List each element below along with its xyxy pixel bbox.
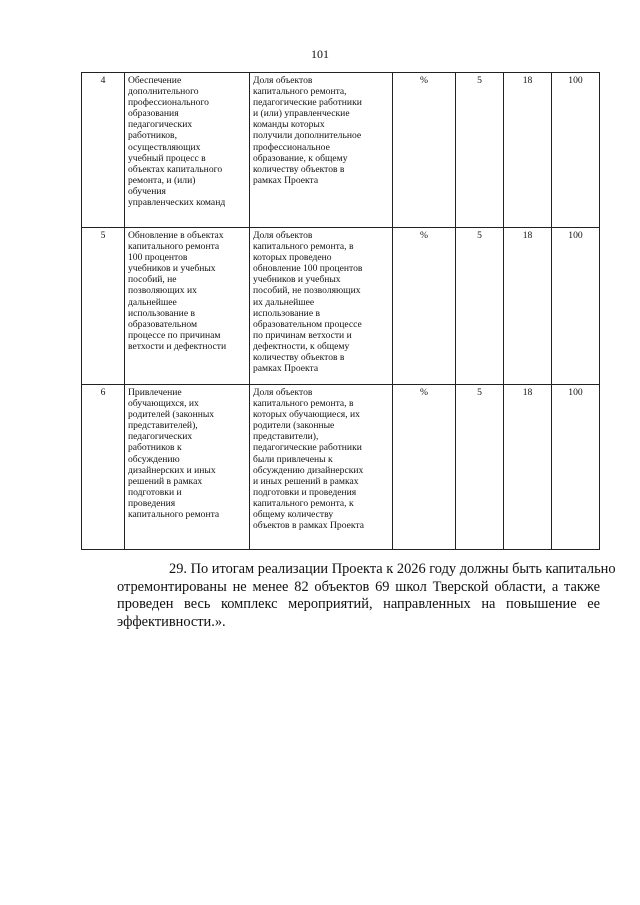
indicator-name-cell-line: ветхости и дефектности: [128, 340, 227, 352]
indicator-description-cell-line: и (или) управленческие: [253, 108, 350, 120]
indicator-description-cell-line: получили дополнительное: [253, 130, 362, 142]
indicator-description-cell-line: профессиональное: [253, 141, 330, 153]
indicator-name-cell-line: родителей (законных: [128, 409, 215, 421]
indicator-description-cell-line: количеству объектов в: [253, 163, 345, 175]
row-number-cell: 5: [82, 228, 125, 385]
paragraph-line: проведен весь комплекс мероприятий, направленных на повышение ее: [117, 596, 600, 612]
value-cell: 18: [504, 385, 552, 550]
indicator-description-cell-line: капитального ремонта, к: [253, 497, 354, 509]
indicator-description-cell-line: подготовки и проведения: [253, 486, 357, 498]
indicator-description-cell: [250, 73, 393, 228]
indicator-name-cell-line: образовательном: [128, 318, 198, 330]
value-cell: 100: [552, 73, 600, 228]
indicator-description-cell-line: пособий, не позволяющих: [253, 285, 361, 297]
indicator-name-cell-line: позволяющих их: [128, 285, 197, 297]
indicator-name-cell-line: учебный процесс в: [128, 152, 206, 164]
indicator-description-cell-line: использование в: [253, 307, 321, 319]
indicator-name-cell: [125, 228, 250, 385]
indicator-description-cell: [250, 385, 393, 550]
indicator-name-cell-line: проведения: [128, 497, 176, 509]
indicator-description-cell-line: которых проведено: [253, 252, 332, 264]
indicator-description-cell-line: образовательном процессе: [253, 318, 362, 330]
indicator-description-cell-line: капитального ремонта, в: [253, 241, 354, 253]
value-cell: 18: [504, 228, 552, 385]
paragraph-line: эффективности.».: [117, 613, 226, 630]
indicator-description-cell-line: учебников и учебных: [253, 274, 341, 286]
indicator-description-cell-line: представители),: [253, 431, 319, 443]
indicator-name-cell-line: работников,: [128, 130, 177, 142]
table-row: [82, 385, 600, 550]
indicator-description-cell-line: по причинам ветхости и: [253, 329, 352, 341]
indicator-description-cell-line: обсуждению дизайнерских: [253, 464, 364, 476]
row-number-cell: 6: [82, 385, 125, 550]
indicator-name-cell-line: педагогических: [128, 119, 193, 131]
indicators-table: [81, 72, 600, 550]
indicator-name-cell-line: дизайнерских и иных: [128, 464, 216, 476]
row-number-cell: 4: [82, 73, 125, 228]
indicator-name-cell-line: капитального ремонта: [128, 241, 220, 253]
indicator-name-cell-line: решений в рамках: [128, 475, 203, 487]
indicator-description-cell-line: педагогические работники: [253, 442, 362, 454]
indicator-name-cell-line: дополнительного: [128, 86, 199, 98]
indicator-description-cell-line: дефектности, к общему: [253, 340, 350, 352]
indicator-description-cell-line: педагогические работники: [253, 97, 362, 109]
indicator-name-cell-line: управленческих команд: [128, 197, 226, 209]
indicator-description-cell-line: общему количеству: [253, 509, 334, 521]
value-cell: 100: [552, 385, 600, 550]
indicator-description-cell-line: команды которых: [253, 119, 325, 131]
indicator-name-cell-line: профессионального: [128, 97, 209, 109]
indicator-name-cell: [125, 385, 250, 550]
value-cell: 5: [456, 385, 504, 550]
indicator-name-cell-line: дальнейшее: [128, 296, 177, 308]
table-row: [82, 228, 600, 385]
indicator-description-cell-line: рамках Проекта: [253, 174, 319, 186]
indicator-description-cell: [250, 228, 393, 385]
value-cell: 5: [456, 228, 504, 385]
indicator-name-cell-line: Обновление в объектах: [128, 230, 224, 241]
indicator-name-cell-line: представителей),: [128, 420, 198, 432]
indicator-description-cell-line: Доля объектов: [253, 387, 313, 398]
value-cell: 100: [552, 228, 600, 385]
indicator-name-cell-line: подготовки и: [128, 486, 182, 498]
paragraph-line: 29. По итогам реализации Проекта к 2026 году должны быть капитально: [169, 561, 616, 577]
indicator-name-cell-line: обучения: [128, 185, 166, 197]
indicator-description-cell-line: и иных решений в рамках: [253, 475, 359, 487]
indicator-name-cell-line: 100 процентов: [128, 252, 188, 264]
indicator-description-cell-line: их дальнейшее: [253, 296, 315, 308]
indicator-description-cell-line: родители (законные: [253, 420, 335, 432]
indicator-name-cell-line: осуществляющих: [128, 141, 201, 153]
indicator-name-cell-line: объектах капитального: [128, 163, 223, 175]
table-row: [82, 73, 600, 228]
indicator-description-cell-line: объектов в рамках Проекта: [253, 520, 365, 532]
indicator-description-cell-line: Доля объектов: [253, 75, 313, 86]
indicator-description-cell-line: рамках Проекта: [253, 363, 319, 375]
page-number: 101: [311, 47, 329, 61]
indicator-description-cell-line: Доля объектов: [253, 230, 313, 241]
indicator-name-cell-line: работников к: [128, 442, 182, 454]
indicator-description-cell-line: которых обучающиеся, их: [253, 409, 360, 421]
paragraph-line: отремонтированы не менее 82 объектов 69 школ Тверской области, а также: [117, 578, 600, 595]
indicator-description-cell-line: образование, к общему: [253, 152, 348, 164]
indicator-name-cell-line: Обеспечение: [128, 75, 182, 86]
unit-cell: %: [393, 228, 456, 385]
indicator-name-cell: [125, 73, 250, 228]
indicator-name-cell-line: образования: [128, 108, 179, 120]
value-cell: 18: [504, 73, 552, 228]
indicator-description-cell-line: количеству объектов в: [253, 352, 345, 364]
indicator-name-cell-line: обучающихся, их: [128, 398, 199, 410]
unit-cell: %: [393, 73, 456, 228]
indicator-name-cell-line: пособий, не: [128, 274, 177, 286]
closing-paragraph: [117, 561, 616, 631]
indicator-name-cell-line: педагогических: [128, 431, 193, 443]
indicator-description-cell-line: капитального ремонта,: [253, 86, 347, 98]
indicator-name-cell-line: процессе по причинам: [128, 329, 221, 341]
indicator-name-cell-line: капитального ремонта: [128, 509, 220, 521]
indicator-description-cell-line: были привлечены к: [253, 453, 333, 465]
indicator-name-cell-line: обсуждению: [128, 453, 180, 465]
indicator-name-cell-line: ремонта, и (или): [128, 174, 196, 186]
value-cell: 5: [456, 73, 504, 228]
table-body: [82, 73, 600, 550]
indicator-description-cell-line: капитального ремонта, в: [253, 398, 354, 410]
indicator-name-cell-line: Привлечение: [128, 387, 182, 398]
indicator-name-cell-line: использование в: [128, 307, 196, 319]
unit-cell: %: [393, 385, 456, 550]
indicator-name-cell-line: учебников и учебных: [128, 263, 216, 275]
indicator-description-cell-line: обновление 100 процентов: [253, 263, 363, 275]
